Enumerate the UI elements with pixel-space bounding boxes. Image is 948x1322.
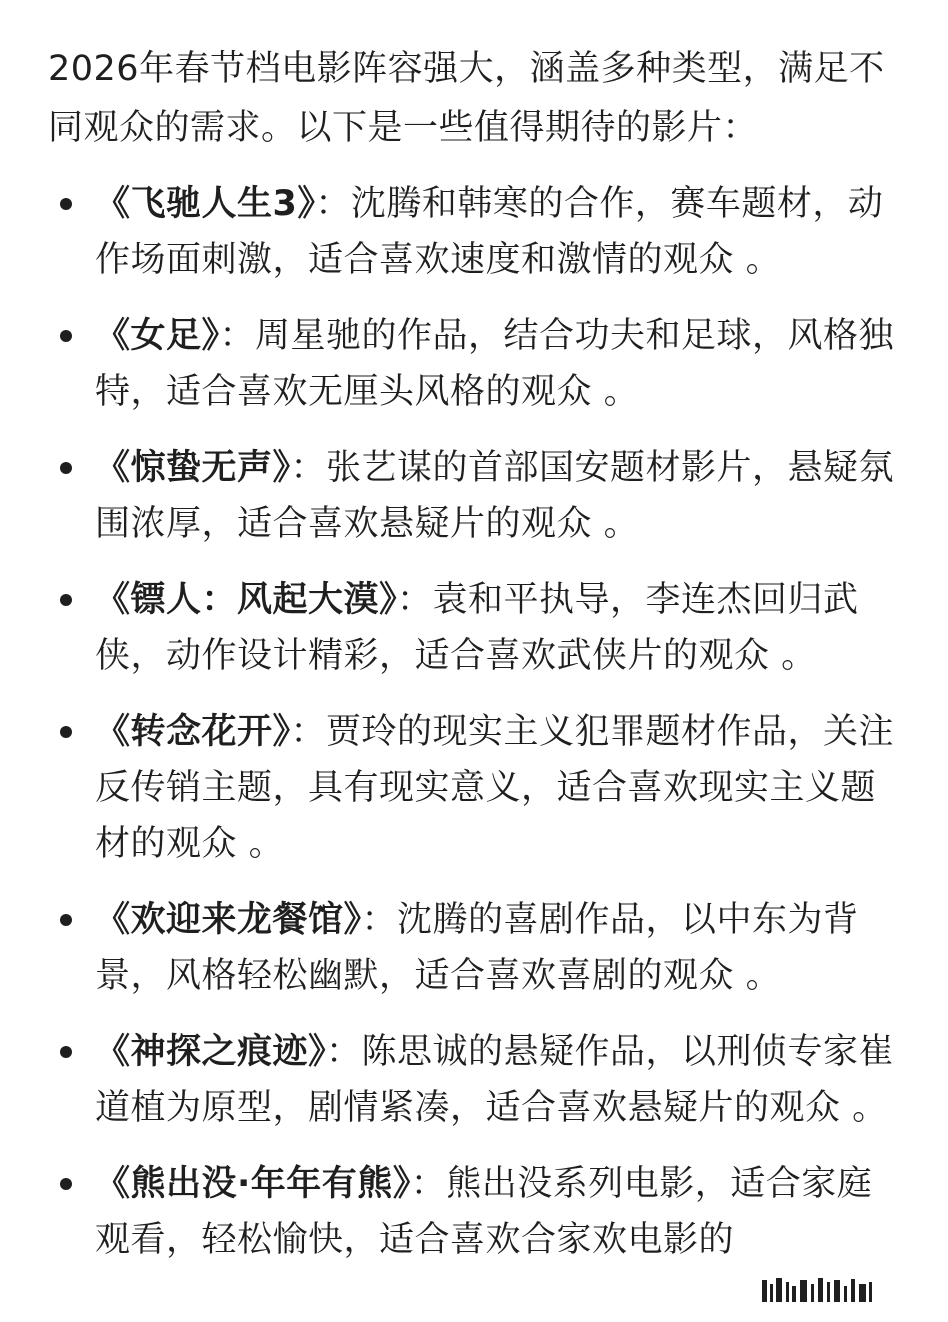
barcode-logo-icon xyxy=(758,1274,876,1308)
bullet-icon xyxy=(60,726,72,738)
movie-title: 《女足》 xyxy=(95,316,220,356)
intro-paragraph: 2026年春节档电影阵容强大，涵盖多种类型，满足不同观众的需求。以下是一些值得期待的影片： xyxy=(48,49,885,148)
movie-list xyxy=(48,176,898,1268)
movie-description: ：陈思诚的悬疑作品，以刑侦专家崔道植为原型，剧情紧凑，适合喜欢悬疑片的观众 。 xyxy=(95,1032,895,1128)
list-item xyxy=(48,308,898,420)
movie-title: 《转念花开》 xyxy=(95,712,291,752)
movie-description: ：贾玲的现实主义犯罪题材作品，关注反传销主题，具有现实意义，适合喜欢现实主义题材的观众 。 xyxy=(95,712,895,864)
list-item xyxy=(48,1156,898,1268)
list-item xyxy=(48,704,898,872)
movie-title: 《欢迎来龙餐馆》 xyxy=(95,900,362,940)
movie-description: ：沈腾的喜剧作品，以中东为背景，风格轻松幽默，适合喜欢喜剧的观众 。 xyxy=(95,900,859,996)
movie-title: 《神探之痕迹》 xyxy=(95,1032,327,1072)
movie-title: 《飞驰人生3》 xyxy=(95,184,316,224)
list-item xyxy=(48,440,898,552)
list-item xyxy=(48,1024,898,1136)
bullet-icon xyxy=(60,594,72,606)
movie-title: 《镖人：风起大漠》 xyxy=(95,580,398,620)
movie-description: ：熊出没系列电影，适合家庭观看，轻松愉快，适合喜欢合家欢电影的 xyxy=(95,1164,873,1260)
movie-title: 《惊蛰无声》 xyxy=(95,448,291,488)
bullet-icon xyxy=(60,914,72,926)
bullet-icon xyxy=(60,198,72,210)
movie-description: ：沈腾和韩寒的合作，赛车题材，动作场面刺激，适合喜欢速度和激情的观众 。 xyxy=(95,184,884,280)
list-item xyxy=(48,892,898,1004)
movie-title: 《熊出没·年年有熊》 xyxy=(95,1164,411,1204)
bullet-icon xyxy=(60,1046,72,1058)
movie-description: ：周星驰的作品，结合功夫和足球，风格独特，适合喜欢无厘头风格的观众 。 xyxy=(95,316,895,412)
bullet-icon xyxy=(60,330,72,342)
movie-description: ：袁和平执导，李连杰回归武侠，动作设计精彩，适合喜欢武侠片的观众 。 xyxy=(95,580,859,676)
bullet-icon xyxy=(60,462,72,474)
list-item xyxy=(48,572,898,684)
article-content xyxy=(48,40,898,1288)
list-item xyxy=(48,176,898,288)
movie-description: ：张艺谋的首部国安题材影片，悬疑氛围浓厚，适合喜欢悬疑片的观众 。 xyxy=(95,448,895,544)
bullet-icon xyxy=(60,1178,72,1190)
